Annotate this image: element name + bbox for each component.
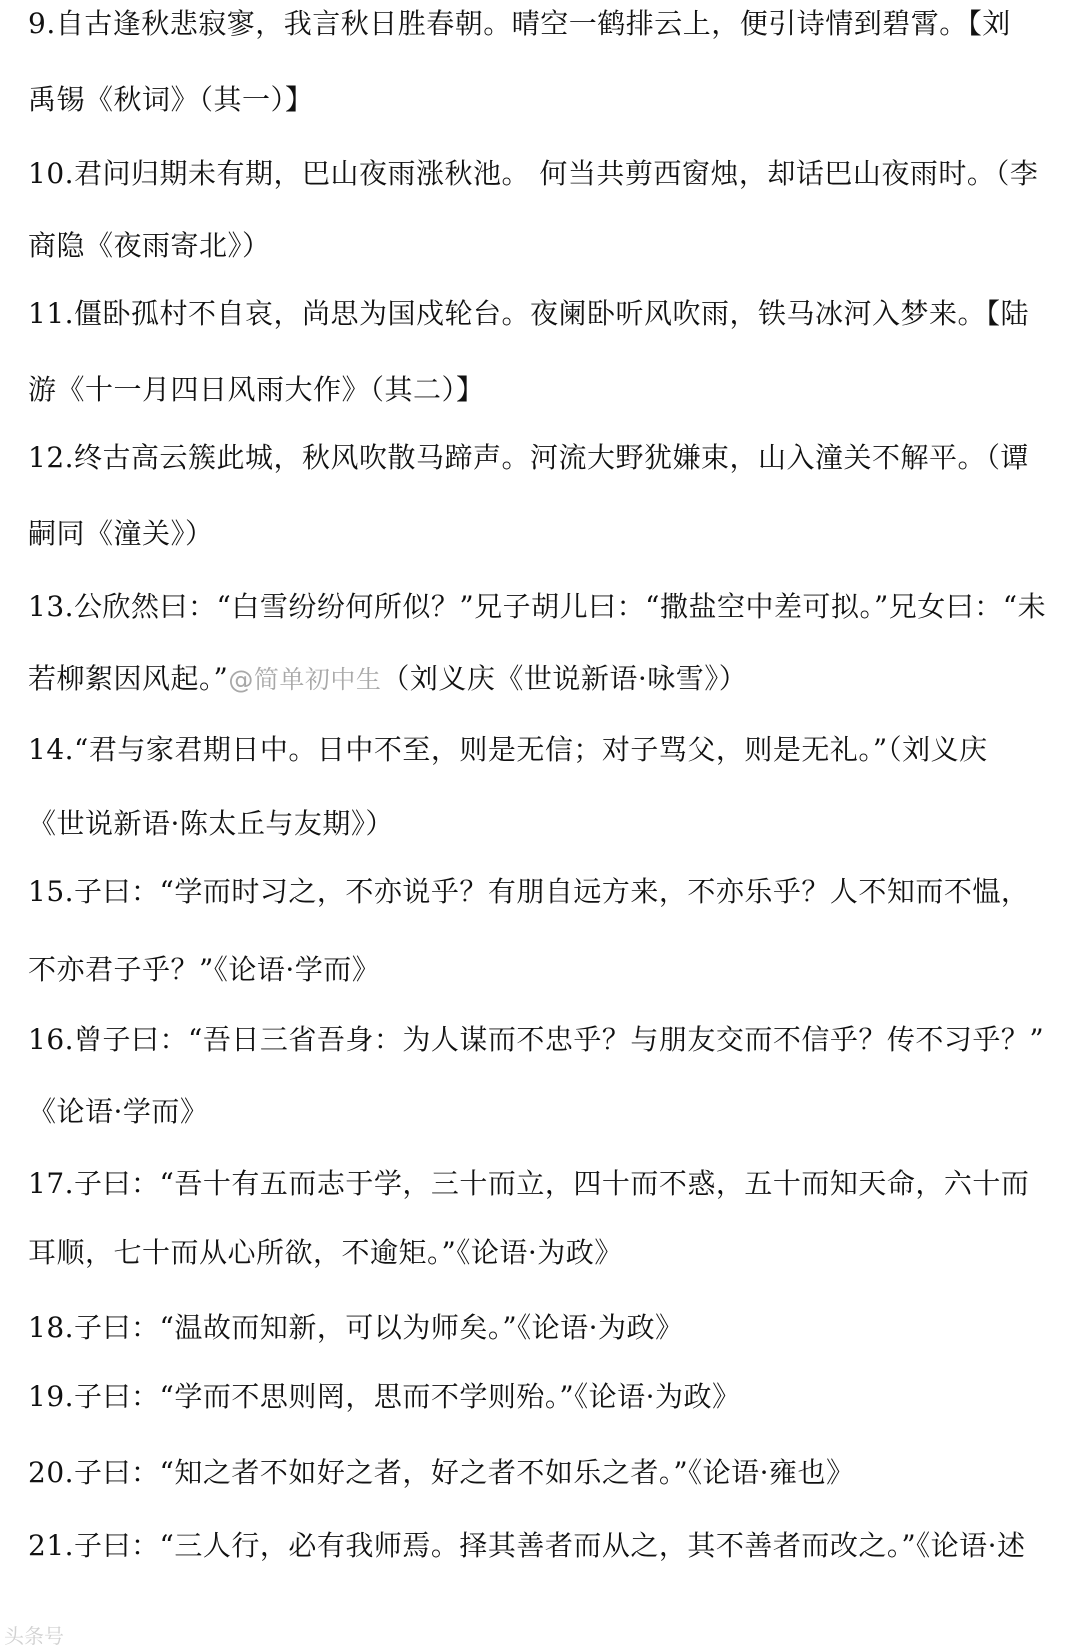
entry-17-line-1: 17.子曰：“吾十有五而志于学，三十而立，四十而不惑，五十而知天命，六十而 <box>28 1167 1030 1200</box>
entry-20-line-1: 20.子曰：“知之者不如好之者，好之者不如乐之者。”《论语·雍也》 <box>28 1456 855 1489</box>
entry-11-line-2: 游《十一月四日风雨大作》（其二）】 <box>28 373 485 406</box>
entry-21-line-1: 21.子曰：“三人行，必有我师焉。择其善者而从之，其不善者而改之。”《论语·述 <box>28 1529 1026 1562</box>
entry-15-line-1: 15.子曰：“学而时习之，不亦说乎？有朋自远方来，不亦乐乎？人不知而不愠， <box>28 875 1030 908</box>
entry-9-line-1: 9.自古逢秋悲寂寥，我言秋日胜春朝。晴空一鹤排云上，便引诗情到碧霄。【刘 <box>28 7 1011 40</box>
entry-11-line-1: 11.僵卧孤村不自哀，尚思为国戍轮台。夜阑卧听风吹雨，铁马冰河入梦来。【陆 <box>28 297 1030 330</box>
entry-16-line-1: 16.曾子曰：“吾日三省吾身：为人谋而不忠乎？与朋友交而不信乎？传不习乎？” <box>28 1023 1045 1056</box>
entry-19-line-1: 19.子曰：“学而不思则罔，思而不学则殆。”《论语·为政》 <box>28 1380 741 1413</box>
entry-13-line-1: 13.公欣然曰：“白雪纷纷何所似？”兄子胡儿曰：“撒盐空中差可拟。”兄女曰：“未 <box>28 590 1047 623</box>
entry-13-text: 若柳絮因风起。” <box>28 662 229 695</box>
entry-14-line-1: 14.“君与家君期日中。日中不至，则是无信；对子骂父，则是无礼。”（刘义庆 <box>28 733 988 766</box>
entry-9-line-2: 禹锡《秋词》（其一）】 <box>28 83 314 116</box>
entry-17-line-2: 耳顺，七十而从心所欲，不逾矩。”《论语·为政》 <box>28 1236 623 1269</box>
entry-12-line-2: 嗣同《潼关》） <box>28 517 214 550</box>
entry-15-line-2: 不亦君子乎？”《论语·学而》 <box>28 953 381 986</box>
entry-16-line-2: 《论语·学而》 <box>28 1095 209 1128</box>
entry-10-line-1: 10.君问归期未有期，巴山夜雨涨秋池。 何当共剪西窗烛，却话巴山夜雨时。（李 <box>28 157 1039 190</box>
corner-watermark: 头条号 <box>4 1624 64 1648</box>
entry-10-line-2: 商隐《夜雨寄北》） <box>28 229 271 262</box>
entry-14-line-2: 《世说新语·陈太丘与友期》） <box>28 807 394 840</box>
entry-13-source: （刘义庆《世说新语·咏雪》） <box>381 662 748 695</box>
entry-18-line-1: 18.子曰：“温故而知新，可以为师矣。”《论语·为政》 <box>28 1311 684 1344</box>
inline-watermark: @简单初中生 <box>228 665 382 694</box>
entry-13-line-2 <box>28 661 1040 698</box>
entry-12-line-1: 12.终古高云簇此城，秋风吹散马蹄声。河流大野犹嫌束，山入潼关不解平。（谭 <box>28 441 1030 474</box>
